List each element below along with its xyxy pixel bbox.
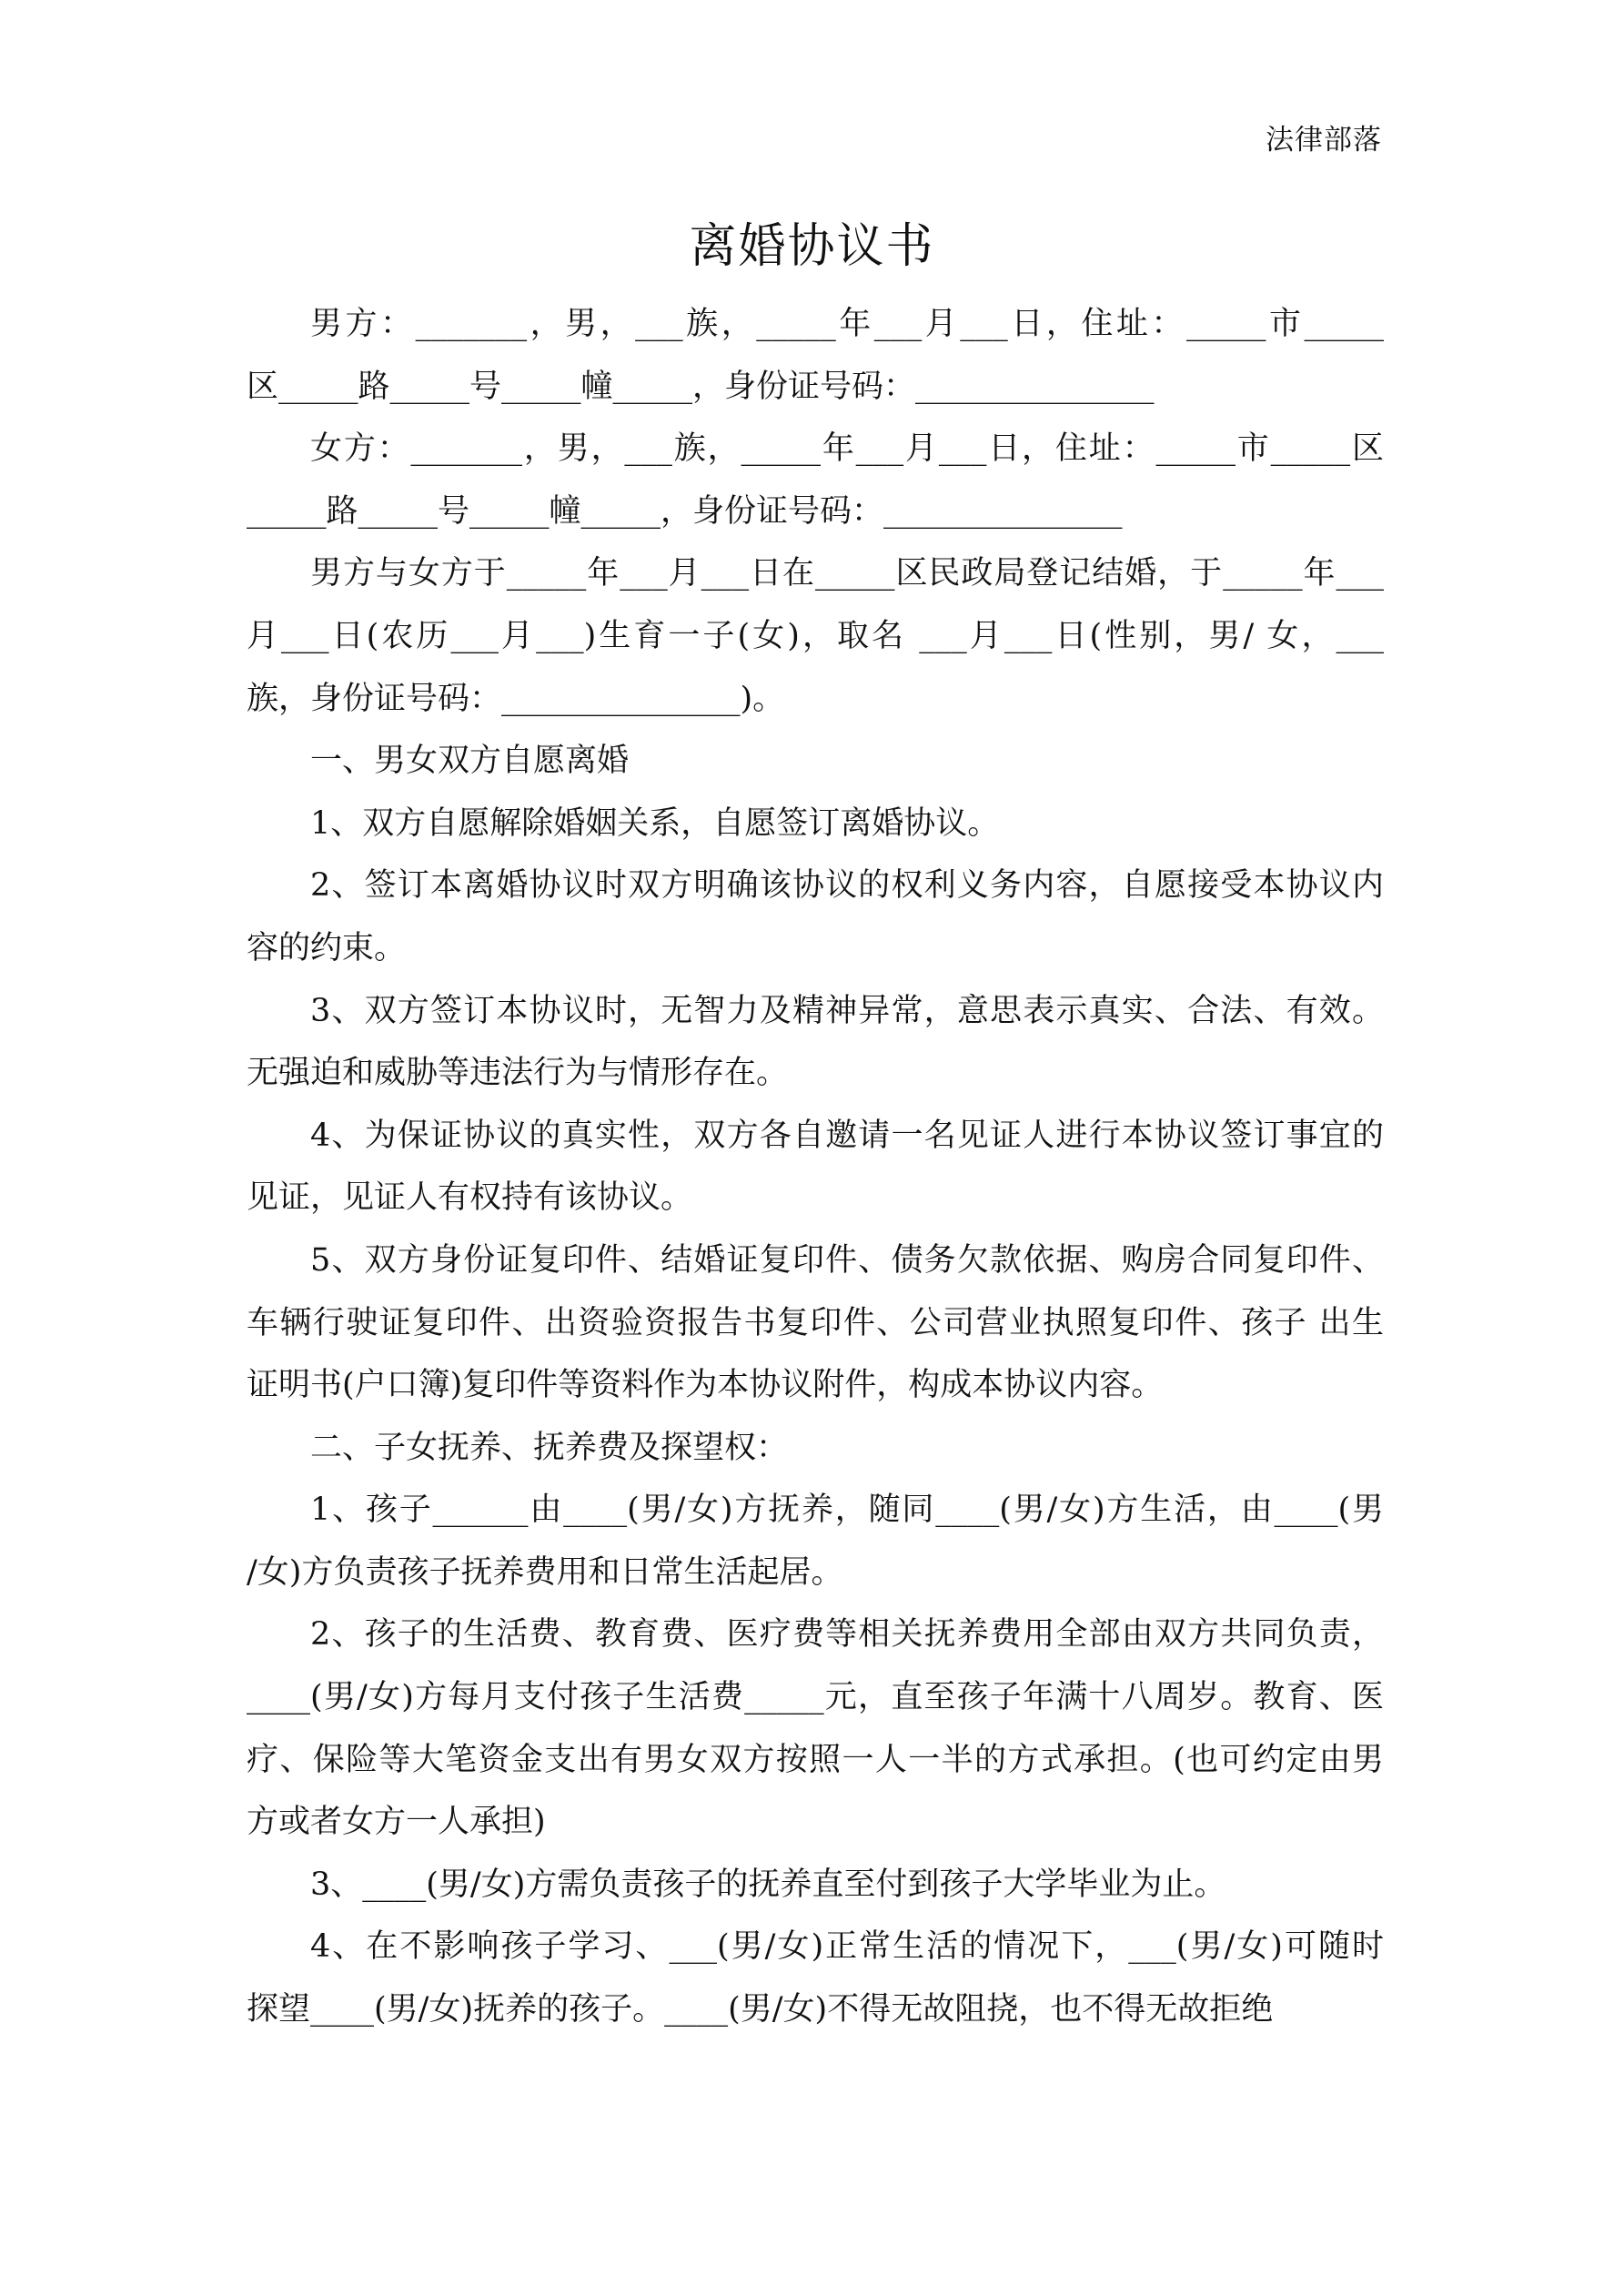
clause-1-3-line-1: 3、双方签订本协议时，无智力及精神异常，意思表示真实、合法、有效。: [310, 992, 1384, 1029]
document-title: 离婚协议书: [689, 219, 935, 274]
section-heading-voluntary-divorce: 一、男女双方自愿离婚: [310, 743, 630, 780]
clause-2-1-line-1: 1、孩子______由____(男/女)方抚养，随同____(男/女)方生活，由____(男: [310, 1492, 1384, 1529]
clause-2-2-line-1: 2、孩子的生活费、教育费、医疗费等相关抚养费用全部由双方共同负责，: [310, 1616, 1384, 1654]
clause-2-1-line-2: /女)方负责孩子抚养费用和日常生活起居。: [247, 1553, 843, 1591]
clause-1-1: 1、双方自愿解除婚姻关系，自愿签订离婚协议。: [310, 804, 1000, 842]
clause-1-4-line-2: 见证，见证人有权持有该协议。: [247, 1179, 693, 1217]
female-party-address-line: _____路_____号_____幢_____，身份证号码：_______________: [247, 492, 1123, 530]
clause-2-2-line-3: 疗、保险等大笔资金支出有男女双方按照一人一半的方式承担。(也可约定由男: [247, 1741, 1384, 1778]
clause-1-4-line-1: 4、为保证协议的真实性，双方各自邀请一名见证人进行本协议签订事宜的: [310, 1117, 1384, 1154]
marriage-registration-line: 男方与女方于_____年___月___日在_____区民政局登记结婚，于_____年___: [310, 555, 1384, 592]
female-party-line: 女方：_______，男，___族，_____年___月___日，住址：_____市_____区: [310, 430, 1384, 468]
section-heading-child-custody: 二、子女抚养、抚养费及探望权：: [310, 1429, 789, 1466]
header-brand: 法律部落: [1266, 124, 1382, 157]
child-birth-line: 月___日(农历___月___)生育一子(女)，取名 ___月___日(性别，男/ 女，___: [247, 617, 1384, 654]
clause-1-5-line-2: 车辆行驶证复印件、出资验资报告书复印件、公司营业执照复印件、孩子 出生: [247, 1304, 1384, 1341]
clause-1-3-line-2: 无强迫和威胁等违法行为与情形存在。: [247, 1055, 789, 1092]
child-id-line: 族，身份证号码：_______________)。: [247, 680, 785, 717]
male-party-line: 男方：_______，男，___族，_____年___月___日，住址：_____市_____: [310, 306, 1384, 342]
clause-1-2-line-1: 2、签订本离婚协议时双方明确该协议的权利义务内容，自愿接受本协议内: [310, 867, 1384, 905]
clause-2-2-line-2: ____(男/女)方每月支付孩子生活费_____元，直至孩子年满十八周岁。教育、医: [247, 1679, 1384, 1716]
clause-2-4-line-1: 4、在不影响孩子学习、___(男/女)正常生活的情况下，___(男/女)可随时: [310, 1928, 1384, 1966]
clause-2-2-line-4: 方或者女方一人承担): [247, 1804, 546, 1841]
clause-2-4-line-2: 探望____(男/女)抚养的孩子。____(男/女)不得无故阻挠，也不得无故拒绝: [247, 1991, 1274, 2028]
male-party-address-line: 区_____路_____号_____幢_____，身份证号码：_______________: [247, 368, 1155, 405]
document-body: [247, 293, 1384, 2041]
clause-1-5-line-1: 5、双方身份证复印件、结婚证复印件、债务欠款依据、购房合同复印件、: [310, 1241, 1384, 1279]
clause-1-2-line-2: 容的约束。: [247, 929, 407, 966]
clause-1-5-line-3: 证明书(户口簿)复印件等资料作为本协议附件，构成本协议内容。: [247, 1367, 1164, 1404]
clause-2-3: 3、____(男/女)方需负责孩子的抚养直至付到孩子大学毕业为止。: [310, 1866, 1226, 1903]
